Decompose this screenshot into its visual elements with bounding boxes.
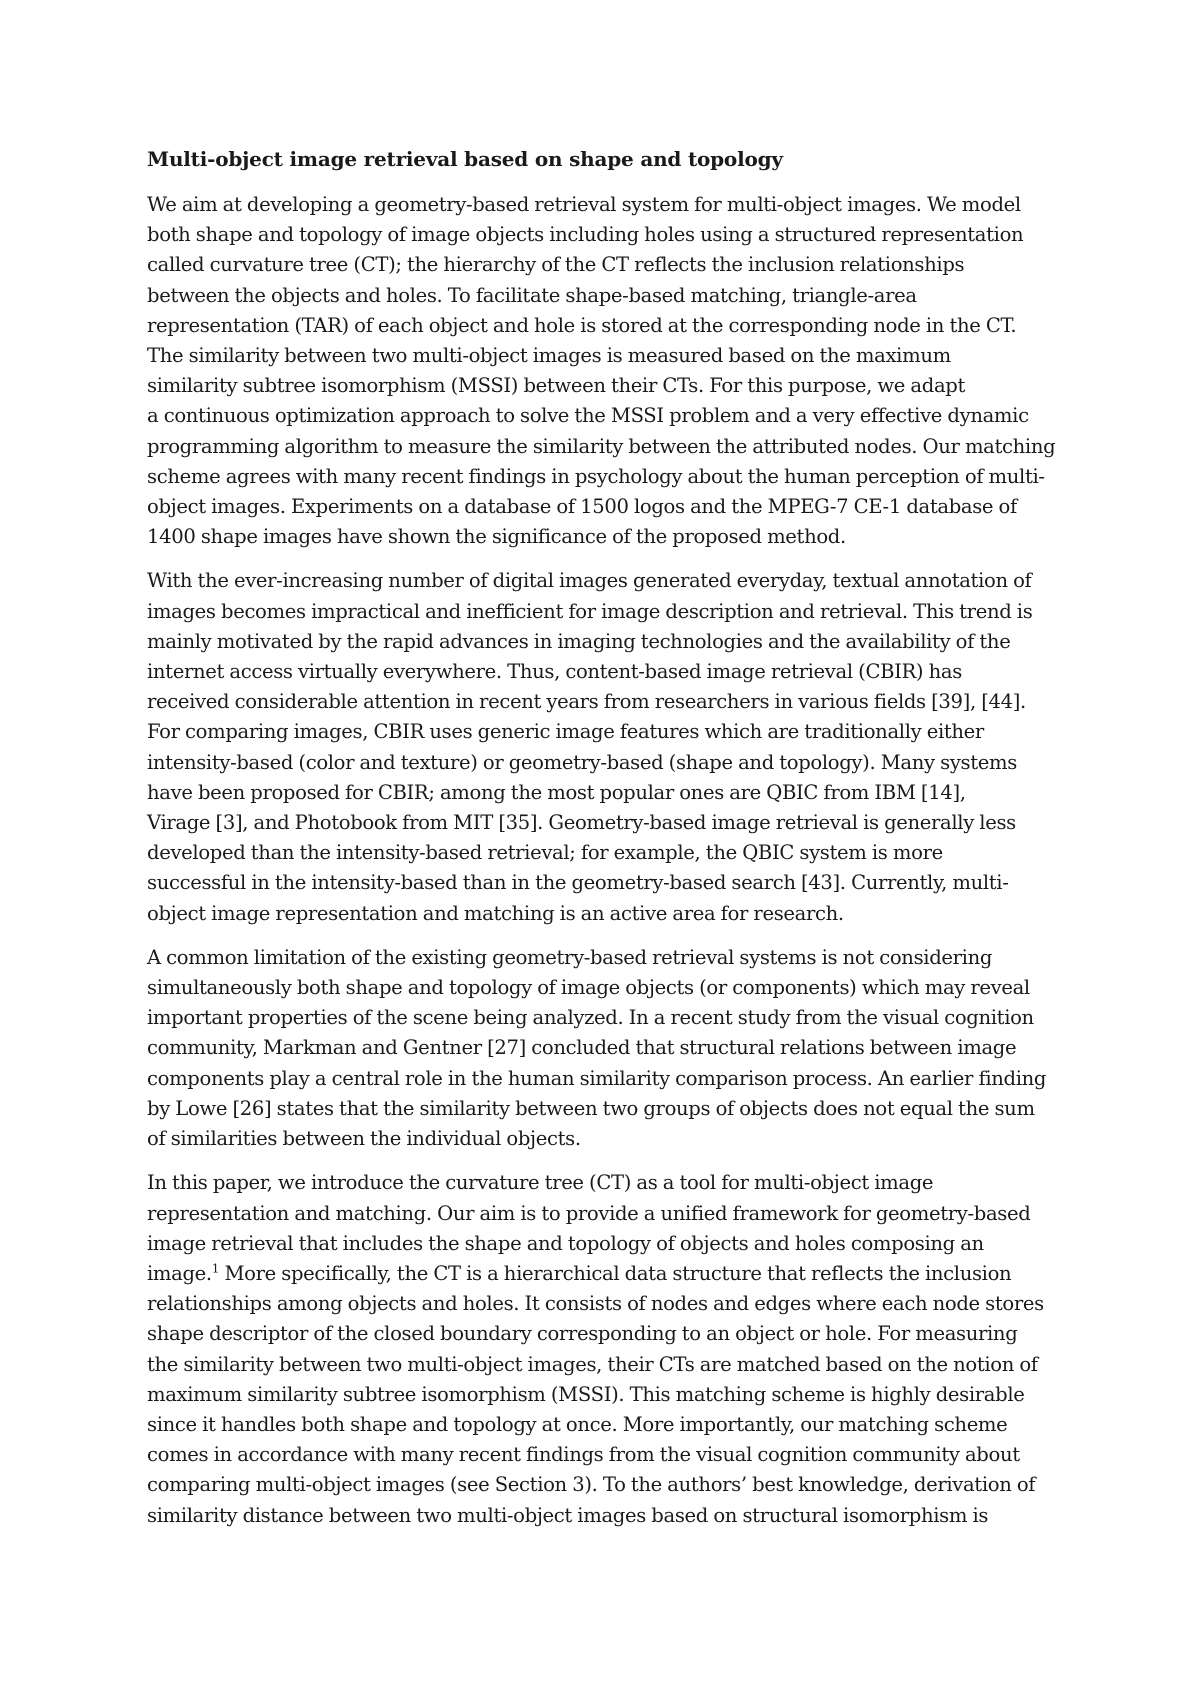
text-line: In this paper, we introduce the curvature tree (CT) as a tool for multi-object image	[147, 1171, 934, 1195]
text-line: of similarities between the individual objects.	[147, 1127, 581, 1151]
text-line: received considerable attention in recent years from researchers in various fields [39], [44].	[147, 690, 1026, 714]
text-line: the similarity between two multi-object images, their CTs are matched based on the notion of	[147, 1352, 1038, 1376]
text-line: developed than the intensity-based retrieval; for example, the QBIC system is more	[147, 841, 943, 865]
paper-body	[147, 144, 1067, 1545]
intro-paragraph-3	[147, 1168, 1067, 1530]
text-line: have been proposed for CBIR; among the most popular ones are QBIC from IBM [14],	[147, 780, 966, 804]
text-line: representation (TAR) of each object and hole is stored at the corresponding node in the CT.	[147, 313, 1017, 337]
footnote-marker: 1	[211, 1261, 220, 1276]
text-line: relationships among objects and holes. It consists of nodes and edges where each node stores	[147, 1292, 1044, 1316]
text-line: internet access virtually everywhere. Thus, content-based image retrieval (CBIR) has	[147, 660, 962, 684]
text-line: scheme agrees with many recent findings in psychology about the human perception of multi-	[147, 464, 1045, 488]
paper-title: Multi-object image retrieval based on shape and topology	[147, 147, 783, 171]
text-line: A common limitation of the existing geometry-based retrieval systems is not considering	[147, 945, 993, 969]
text-line: a continuous optimization approach to solve the MSSI problem and a very effective dynamic	[147, 404, 1029, 428]
text-line: shape descriptor of the closed boundary corresponding to an object or hole. For measuring	[147, 1322, 1018, 1346]
text-line: comes in accordance with many recent findings from the visual cognition community about	[147, 1443, 1020, 1467]
text-line: by Lowe [26] states that the similarity between two groups of objects does not equal the sum	[147, 1096, 1035, 1120]
text-fragment: More specifically, the CT is a hierarchical data structure that reflects the inclusion	[219, 1261, 1012, 1285]
text-line: between the objects and holes. To facilitate shape-based matching, triangle-area	[147, 283, 917, 307]
text-line: components play a central role in the human similarity comparison process. An earlier finding	[147, 1066, 1047, 1090]
text-line: With the ever-increasing number of digital images generated everyday, textual annotation of	[147, 569, 1032, 593]
text-line: intensity-based (color and texture) or geometry-based (shape and topology). Many systems	[147, 750, 1017, 774]
text-line: similarity subtree isomorphism (MSSI) between their CTs. For this purpose, we adapt	[147, 374, 965, 398]
text-line: object images. Experiments on a database of 1500 logos and the MPEG-7 CE-1 database of	[147, 495, 1017, 519]
text-line: comparing multi-object images (see Section 3). To the authors’ best knowledge, derivation of	[147, 1473, 1036, 1497]
text-line: We aim at developing a geometry-based retrieval system for multi-object images. We model	[147, 193, 1021, 216]
intro-paragraph-2	[147, 943, 1067, 1154]
text-line: mainly motivated by the rapid advances in imaging technologies and the availability of the	[147, 629, 1011, 653]
text-line: important properties of the scene being analyzed. In a recent study from the visual cognition	[147, 1006, 1034, 1030]
text-line: similarity distance between two multi-object images based on structural isomorphism is	[147, 1503, 989, 1527]
text-line: called curvature tree (CT); the hierarchy of the CT reflects the inclusion relationships	[147, 253, 965, 277]
text-line-with-footnote	[147, 1259, 1067, 1289]
text-line: 1400 shape images have shown the significance of the proposed method.	[147, 525, 846, 549]
text-line: For comparing images, CBIR uses generic image features which are traditionally either	[147, 720, 984, 744]
text-line: representation and matching. Our aim is to provide a unified framework for geometry-based	[147, 1201, 1031, 1225]
text-line: maximum similarity subtree isomorphism (MSSI). This matching scheme is highly desirable	[147, 1382, 1025, 1406]
text-line: simultaneously both shape and topology of image objects (or components) which may reveal	[147, 976, 1030, 1000]
text-line: image retrieval that includes the shape and topology of objects and holes composing an	[147, 1231, 984, 1255]
text-fragment: image.	[147, 1261, 212, 1285]
text-line: since it handles both shape and topology at once. More importantly, our matching scheme	[147, 1412, 1008, 1436]
text-line: object image representation and matching is an active area for research.	[147, 901, 844, 925]
text-line: Virage [3], and Photobook from MIT [35]. Geometry-based image retrieval is generally less	[147, 811, 1016, 835]
intro-paragraph-1	[147, 566, 1067, 928]
text-line: both shape and topology of image objects including holes using a structured representation	[147, 223, 1024, 247]
text-line: The similarity between two multi-object images is measured based on the maximum	[147, 344, 951, 368]
text-line: community, Markman and Gentner [27] concluded that structural relations between image	[147, 1036, 1017, 1060]
text-line: images becomes impractical and inefficient for image description and retrieval. This trend is	[147, 599, 1033, 623]
text-line: successful in the intensity-based than in the geometry-based search [43]. Currently, multi-	[147, 871, 1009, 895]
abstract-paragraph	[147, 190, 1067, 552]
text-line: programming algorithm to measure the similarity between the attributed nodes. Our matching	[147, 434, 1056, 458]
